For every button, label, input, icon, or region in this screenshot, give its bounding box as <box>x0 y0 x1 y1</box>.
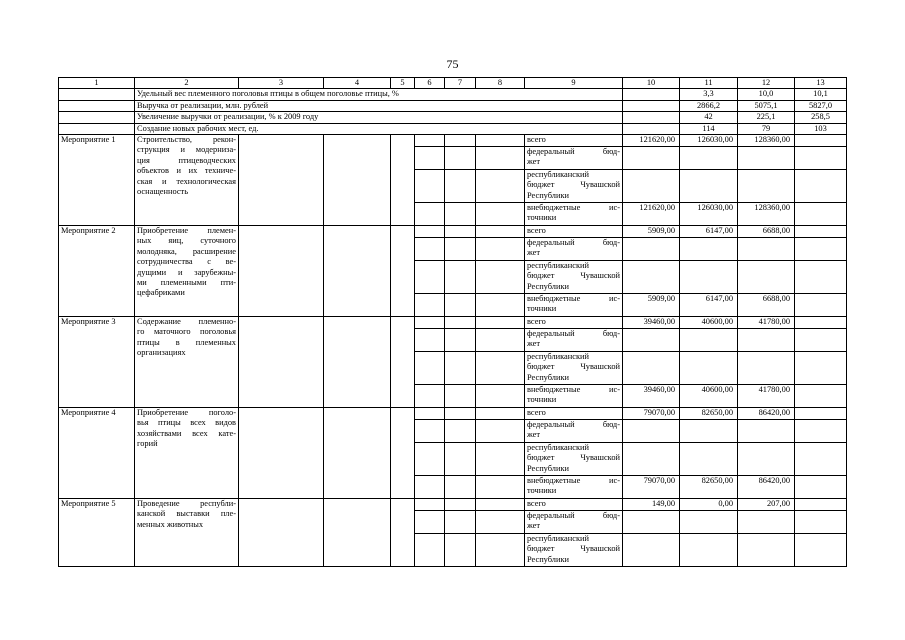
amount-cell: 128360,00 <box>738 203 795 226</box>
blank-cell <box>476 476 525 499</box>
blank-cell <box>795 511 847 534</box>
amount-cell <box>680 352 738 385</box>
measure-name: Мероприятие 3 <box>59 317 135 408</box>
funding-source-line: федеральный бюд- <box>527 329 620 339</box>
measure-name: Мероприятие 5 <box>59 499 135 567</box>
blank-cell <box>445 329 476 352</box>
amount-cell: 6147,00 <box>680 226 738 238</box>
blank-cell <box>59 100 135 111</box>
amount-cell: 121620,00 <box>623 203 680 226</box>
funding-source-line: бюджет Чувашской <box>527 453 620 463</box>
measure-row <box>59 317 847 329</box>
amount-cell <box>623 238 680 261</box>
funding-source-line: внебюджетные ис- <box>527 476 620 486</box>
blank-cell <box>795 443 847 476</box>
amount-cell <box>623 329 680 352</box>
blank-cell <box>445 226 476 238</box>
column-number-10: 10 <box>623 78 680 89</box>
blank-cell <box>795 420 847 443</box>
blank-cell <box>391 317 415 408</box>
measure-description-line: организациях <box>137 348 186 358</box>
funding-source-line: внебюджетные ис- <box>527 203 620 213</box>
amount-cell <box>680 170 738 203</box>
funding-source <box>525 534 623 567</box>
blank-cell <box>415 261 445 294</box>
blank-cell <box>795 352 847 385</box>
blank-cell <box>415 511 445 534</box>
blank-cell <box>445 170 476 203</box>
measure-row <box>59 135 847 147</box>
value-2012: 5827,0 <box>795 100 847 111</box>
funding-source-line: Республики <box>527 554 570 564</box>
amount-cell <box>623 170 680 203</box>
measure-description <box>135 135 239 226</box>
amount-cell: 41780,00 <box>738 317 795 329</box>
measure-description-line: хозяйствами всех кате- <box>137 428 236 438</box>
value-2010: 42 <box>680 112 738 123</box>
measure-description-line: оснащенность <box>137 187 189 197</box>
funding-source-line: федеральный бюд- <box>527 420 620 430</box>
amount-cell: 5909,00 <box>623 294 680 317</box>
funding-source-line: всего <box>527 317 546 327</box>
amount-cell: 40600,00 <box>680 385 738 408</box>
funding-source-line: бюджет Чувашской <box>527 544 620 554</box>
blank-cell <box>324 226 391 317</box>
amount-cell: 86420,00 <box>738 408 795 420</box>
measure-description-line: ская и технологическая <box>137 176 236 186</box>
measure-description-line: дущими и зарубежны- <box>137 267 236 277</box>
measure-description-line: Строительство, рекон- <box>137 135 236 145</box>
blank-cell <box>445 147 476 170</box>
blank-cell <box>415 135 445 147</box>
measure-name: Мероприятие 1 <box>59 135 135 226</box>
blank-cell <box>445 499 476 511</box>
value-2012: 103 <box>795 123 847 134</box>
funding-source-line: республиканский <box>527 443 589 453</box>
measure-description-line: Проведение республи- <box>137 499 236 509</box>
amount-cell: 126030,00 <box>680 135 738 147</box>
measure-description-line: сотрудничества с ве- <box>137 257 236 267</box>
value-2010: 114 <box>680 123 738 134</box>
measure-description-line: молодняка, расширение <box>137 246 236 256</box>
blank-cell <box>445 238 476 261</box>
amount-cell <box>680 443 738 476</box>
blank-cell <box>795 135 847 147</box>
amount-cell <box>623 352 680 385</box>
funding-source <box>525 294 623 317</box>
amount-cell <box>738 511 795 534</box>
blank-cell <box>476 294 525 317</box>
blank-cell <box>795 499 847 511</box>
funding-source <box>525 352 623 385</box>
value-2010: 3,3 <box>680 89 738 100</box>
blank-cell <box>476 534 525 567</box>
blank-cell <box>795 317 847 329</box>
blank-cell <box>324 499 391 567</box>
blank-cell <box>415 203 445 226</box>
measure-description-line: горий <box>137 439 158 449</box>
amount-cell: 82650,00 <box>680 476 738 499</box>
measure-description <box>135 499 239 567</box>
funding-source-line: жет <box>527 430 541 440</box>
amount-cell: 207,00 <box>738 499 795 511</box>
blank-cell <box>239 317 324 408</box>
amount-cell: 6688,00 <box>738 294 795 317</box>
column-number-1: 1 <box>59 78 135 89</box>
value-2011: 5075,1 <box>738 100 795 111</box>
header-row <box>59 78 847 89</box>
funding-source-line: жет <box>527 248 541 258</box>
blank-cell <box>623 89 680 100</box>
amount-cell <box>623 443 680 476</box>
funding-source <box>525 385 623 408</box>
amount-cell: 126030,00 <box>680 203 738 226</box>
blank-cell <box>239 499 324 567</box>
amount-cell: 6147,00 <box>680 294 738 317</box>
amount-cell: 79070,00 <box>623 476 680 499</box>
column-number-13: 13 <box>795 78 847 89</box>
blank-cell <box>445 294 476 317</box>
blank-cell <box>59 89 135 100</box>
blank-cell <box>476 511 525 534</box>
blank-cell <box>476 420 525 443</box>
amount-cell: 40600,00 <box>680 317 738 329</box>
funding-source-line: федеральный бюд- <box>527 511 620 521</box>
amount-cell <box>680 329 738 352</box>
amount-cell: 5909,00 <box>623 226 680 238</box>
funding-source-line: точники <box>527 213 557 223</box>
value-2011: 10,0 <box>738 89 795 100</box>
funding-source <box>525 408 623 420</box>
funding-source-line: внебюджетные ис- <box>527 294 620 304</box>
amount-cell: 82650,00 <box>680 408 738 420</box>
blank-cell <box>415 170 445 203</box>
value-2011: 79 <box>738 123 795 134</box>
column-number-12: 12 <box>738 78 795 89</box>
amount-cell <box>680 534 738 567</box>
funding-source-line: жет <box>527 339 541 349</box>
amount-cell: 79070,00 <box>623 408 680 420</box>
funding-source-line: всего <box>527 499 546 509</box>
blank-cell <box>476 385 525 408</box>
funding-source-line: федеральный бюд- <box>527 238 620 248</box>
funding-source <box>525 135 623 147</box>
blank-cell <box>415 385 445 408</box>
funding-source-line: республиканский <box>527 534 589 544</box>
blank-cell <box>476 261 525 294</box>
funding-source-line: точники <box>527 486 557 496</box>
funding-source <box>525 420 623 443</box>
blank-cell <box>391 226 415 317</box>
measure-description-line: ми племенными пти- <box>137 278 236 288</box>
value-2011: 225,1 <box>738 112 795 123</box>
funding-source-line: Республики <box>527 190 570 200</box>
blank-cell <box>391 408 415 499</box>
summary-row <box>59 100 847 111</box>
blank-cell <box>239 408 324 499</box>
blank-cell <box>795 294 847 317</box>
blank-cell <box>476 408 525 420</box>
blank-cell <box>415 238 445 261</box>
blank-cell <box>476 238 525 261</box>
amount-cell <box>738 534 795 567</box>
measure-description-line: ция птицеводческих <box>137 155 236 165</box>
funding-source-line: федеральный бюд- <box>527 147 620 157</box>
measure-description <box>135 226 239 317</box>
page-number: 75 <box>446 57 459 71</box>
funding-source-line: республиканский <box>527 352 589 362</box>
measure-description-line: го маточного поголовья <box>137 327 236 337</box>
blank-cell <box>415 420 445 443</box>
funding-source-line: республиканский <box>527 170 589 180</box>
column-number-7: 7 <box>445 78 476 89</box>
measure-description-line: Приобретение племен- <box>137 226 236 236</box>
measure-description-line: вья птицы всех видов <box>137 418 236 428</box>
funding-source-line: жет <box>527 157 541 167</box>
funding-source <box>525 261 623 294</box>
amount-cell <box>738 261 795 294</box>
funding-source-line: Республики <box>527 463 570 473</box>
blank-cell <box>476 135 525 147</box>
value-2012: 10,1 <box>795 89 847 100</box>
indicator-label: Выручка от реализации, млн. рублей <box>135 100 623 111</box>
funding-source-line: бюджет Чувашской <box>527 362 620 372</box>
indicator-label: Удельный вес племенного поголовья птицы в общем поголовье птицы, % <box>135 89 623 100</box>
amount-cell <box>738 238 795 261</box>
funding-source-line: бюджет Чувашской <box>527 180 620 190</box>
amount-cell: 128360,00 <box>738 135 795 147</box>
measure-description-line: цефабриками <box>137 288 185 298</box>
blank-cell <box>415 147 445 170</box>
measure-name: Мероприятие 2 <box>59 226 135 317</box>
funding-source <box>525 170 623 203</box>
column-number-9: 9 <box>525 78 623 89</box>
amount-cell: 6688,00 <box>738 226 795 238</box>
blank-cell <box>445 534 476 567</box>
blank-cell <box>391 135 415 226</box>
column-number-2: 2 <box>135 78 239 89</box>
blank-cell <box>445 203 476 226</box>
blank-cell <box>445 261 476 294</box>
funding-source <box>525 238 623 261</box>
funding-source <box>525 226 623 238</box>
measure-description-line: объектов и их техниче- <box>137 166 236 176</box>
indicator-label: Увеличение выручки от реализации, % к 2009 году <box>135 112 623 123</box>
blank-cell <box>415 317 445 329</box>
funding-source <box>525 329 623 352</box>
blank-cell <box>476 203 525 226</box>
blank-cell <box>623 123 680 134</box>
measure-description <box>135 317 239 408</box>
blank-cell <box>445 420 476 443</box>
blank-cell <box>476 352 525 385</box>
blank-cell <box>415 534 445 567</box>
funding-source <box>525 203 623 226</box>
blank-cell <box>445 408 476 420</box>
blank-cell <box>476 443 525 476</box>
blank-cell <box>795 534 847 567</box>
blank-cell <box>795 476 847 499</box>
amount-cell: 39460,00 <box>623 385 680 408</box>
funding-source-line: всего <box>527 408 546 418</box>
summary-row <box>59 123 847 134</box>
blank-cell <box>391 499 415 567</box>
blank-cell <box>445 511 476 534</box>
funding-source-line: внебюджетные ис- <box>527 385 620 395</box>
amount-cell: 121620,00 <box>623 135 680 147</box>
amount-cell: 86420,00 <box>738 476 795 499</box>
measure-name: Мероприятие 4 <box>59 408 135 499</box>
blank-cell <box>415 329 445 352</box>
blank-cell <box>476 329 525 352</box>
column-number-4: 4 <box>324 78 391 89</box>
measure-row <box>59 499 847 511</box>
blank-cell <box>445 443 476 476</box>
blank-cell <box>795 238 847 261</box>
blank-cell <box>324 408 391 499</box>
blank-cell <box>415 476 445 499</box>
blank-cell <box>415 408 445 420</box>
funding-source-line: республиканский <box>527 261 589 271</box>
blank-cell <box>795 203 847 226</box>
measure-description-line: канской выставки пле- <box>137 509 236 519</box>
funding-source <box>525 317 623 329</box>
funding-source <box>525 443 623 476</box>
blank-cell <box>476 499 525 511</box>
blank-cell <box>415 226 445 238</box>
funding-source <box>525 499 623 511</box>
blank-cell <box>795 385 847 408</box>
blank-cell <box>623 100 680 111</box>
blank-cell <box>795 329 847 352</box>
column-number-5: 5 <box>391 78 415 89</box>
blank-cell <box>239 135 324 226</box>
funding-source <box>525 476 623 499</box>
measure-row <box>59 408 847 420</box>
amount-cell <box>738 352 795 385</box>
amount-cell <box>738 147 795 170</box>
column-number-6: 6 <box>415 78 445 89</box>
funding-source-line: точники <box>527 304 557 314</box>
value-2010: 2866,2 <box>680 100 738 111</box>
funding-source-line: жет <box>527 521 541 531</box>
blank-cell <box>795 147 847 170</box>
column-number-11: 11 <box>680 78 738 89</box>
funding-source-line: бюджет Чувашской <box>527 271 620 281</box>
measure-description-line: Содержание племенно- <box>137 317 236 327</box>
blank-cell <box>324 317 391 408</box>
amount-cell <box>623 147 680 170</box>
amount-cell <box>680 511 738 534</box>
blank-cell <box>795 408 847 420</box>
blank-cell <box>795 226 847 238</box>
blank-cell <box>795 170 847 203</box>
blank-cell <box>445 476 476 499</box>
blank-cell <box>415 499 445 511</box>
summary-row <box>59 112 847 123</box>
blank-cell <box>476 170 525 203</box>
amount-cell: 41780,00 <box>738 385 795 408</box>
amount-cell: 149,00 <box>623 499 680 511</box>
measure-description-line: ных яиц, суточного <box>137 236 236 246</box>
amount-cell <box>623 511 680 534</box>
blank-cell <box>795 261 847 294</box>
amount-cell <box>680 238 738 261</box>
blank-cell <box>59 112 135 123</box>
amount-cell <box>680 261 738 294</box>
summary-row <box>59 89 847 100</box>
amount-cell <box>738 443 795 476</box>
measure-description-line: менных животных <box>137 519 204 529</box>
measure-description-line: струкция и модерниза- <box>137 145 236 155</box>
blank-cell <box>623 112 680 123</box>
blank-cell <box>445 352 476 385</box>
blank-cell <box>476 317 525 329</box>
blank-cell <box>415 352 445 385</box>
indicator-label: Создание новых рабочих мест, ед. <box>135 123 623 134</box>
amount-cell <box>623 420 680 443</box>
blank-cell <box>59 123 135 134</box>
funding-source <box>525 147 623 170</box>
value-2012: 258,5 <box>795 112 847 123</box>
blank-cell <box>239 226 324 317</box>
funding-source <box>525 511 623 534</box>
measure-row <box>59 226 847 238</box>
blank-cell <box>415 294 445 317</box>
blank-cell <box>445 317 476 329</box>
funding-source-line: всего <box>527 226 546 236</box>
amount-cell <box>680 420 738 443</box>
column-number-8: 8 <box>476 78 525 89</box>
funding-source-line: всего <box>527 135 546 145</box>
blank-cell <box>324 135 391 226</box>
measure-description <box>135 408 239 499</box>
blank-cell <box>445 135 476 147</box>
blank-cell <box>415 443 445 476</box>
funding-source-line: Республики <box>527 372 570 382</box>
funding-source-line: Республики <box>527 281 570 291</box>
measure-description-line: птицы в племенных <box>137 337 236 347</box>
amount-cell <box>680 147 738 170</box>
amount-cell <box>738 170 795 203</box>
blank-cell <box>476 147 525 170</box>
measure-description-line: Приобретение поголо- <box>137 408 236 418</box>
amount-cell: 39460,00 <box>623 317 680 329</box>
blank-cell <box>445 385 476 408</box>
column-number-3: 3 <box>239 78 324 89</box>
amount-cell <box>738 420 795 443</box>
amount-cell <box>623 261 680 294</box>
funding-source-line: точники <box>527 395 557 405</box>
blank-cell <box>476 226 525 238</box>
amount-cell <box>623 534 680 567</box>
amount-cell <box>738 329 795 352</box>
amount-cell: 0,00 <box>680 499 738 511</box>
program-table <box>58 77 847 567</box>
